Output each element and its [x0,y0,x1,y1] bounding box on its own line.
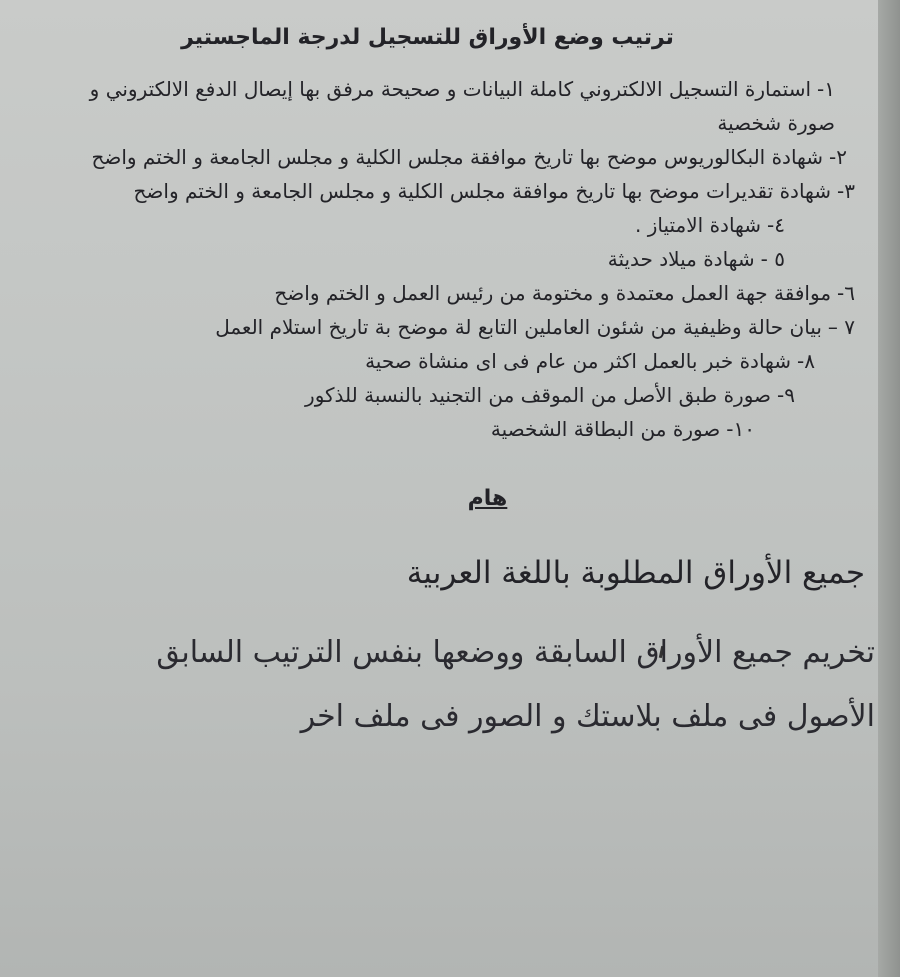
item-text: شهادة ميلاد حديثة [607,247,755,271]
list-item [40,344,815,378]
document-body [40,25,875,749]
item-text: موافقة جهة العمل معتمدة و مختومة من رئيس العمل و الختم واضح [274,281,832,305]
important-heading: هام [467,486,508,511]
list-item [40,174,855,208]
note-arabic-language: جميع الأوراق المطلوبة باللغة العربية [406,555,865,591]
item-number: ٦- [837,281,855,305]
list-item [40,72,835,140]
item-number: ٣- [837,179,855,203]
item-number: ٧ – [827,315,855,339]
list-item [40,310,855,344]
list-item [40,140,847,174]
item-number: ٩- [777,383,795,407]
item-number: ٢- [829,145,847,169]
list-item [40,208,785,242]
item-number: ١٠- [726,417,755,441]
item-text: شهادة تقديرات موضح بها تاريخ موافقة مجلس الكلية و مجلس الجامعة و الختم واضح [133,179,832,203]
item-text: شهادة الامتياز . [635,213,762,237]
item-number: ٥ - [760,247,785,271]
note-ordering-instructions: تخريم جميع الأوراق السابقة ووضعها بنفس الترتيب السابق الأصول فى ملف بلاستك و الصور فى ملف اخر [156,635,875,734]
spacer [40,446,875,486]
item-text: شهادة البكالوريوس موضح بها تاريخ موافقة مجلس الكلية و مجلس الجامعة و الختم واضح [91,145,824,169]
list-item [40,412,755,446]
item-text: بيان حالة وظيفية من شئون العاملين التابع لة موضح بة تاريخ استلام العمل [215,315,822,339]
item-text: استمارة التسجيل الالكتروني كاملة البيانات و صحيحة مرفق بها إيصال الدفع الالكتروني و صورة شخصية [89,77,835,135]
document-title: ترتيب وضع الأوراق للتسجيل لدرجة الماجستير [181,25,674,50]
item-text: صورة من البطاقة الشخصية [490,417,721,441]
list-item [40,242,785,276]
list-item [40,378,795,412]
item-number: ٤- [767,213,785,237]
paper-edge [878,0,900,977]
item-text: شهادة خبر بالعمل اكثر من عام فى اى منشاة صحية [365,349,792,373]
list-item [40,276,855,310]
item-number: ١- [817,77,835,101]
item-text: صورة طبق الأصل من الموقف من التجنيد بالنسبة للذكور [305,383,772,407]
item-number: ٨- [797,349,815,373]
